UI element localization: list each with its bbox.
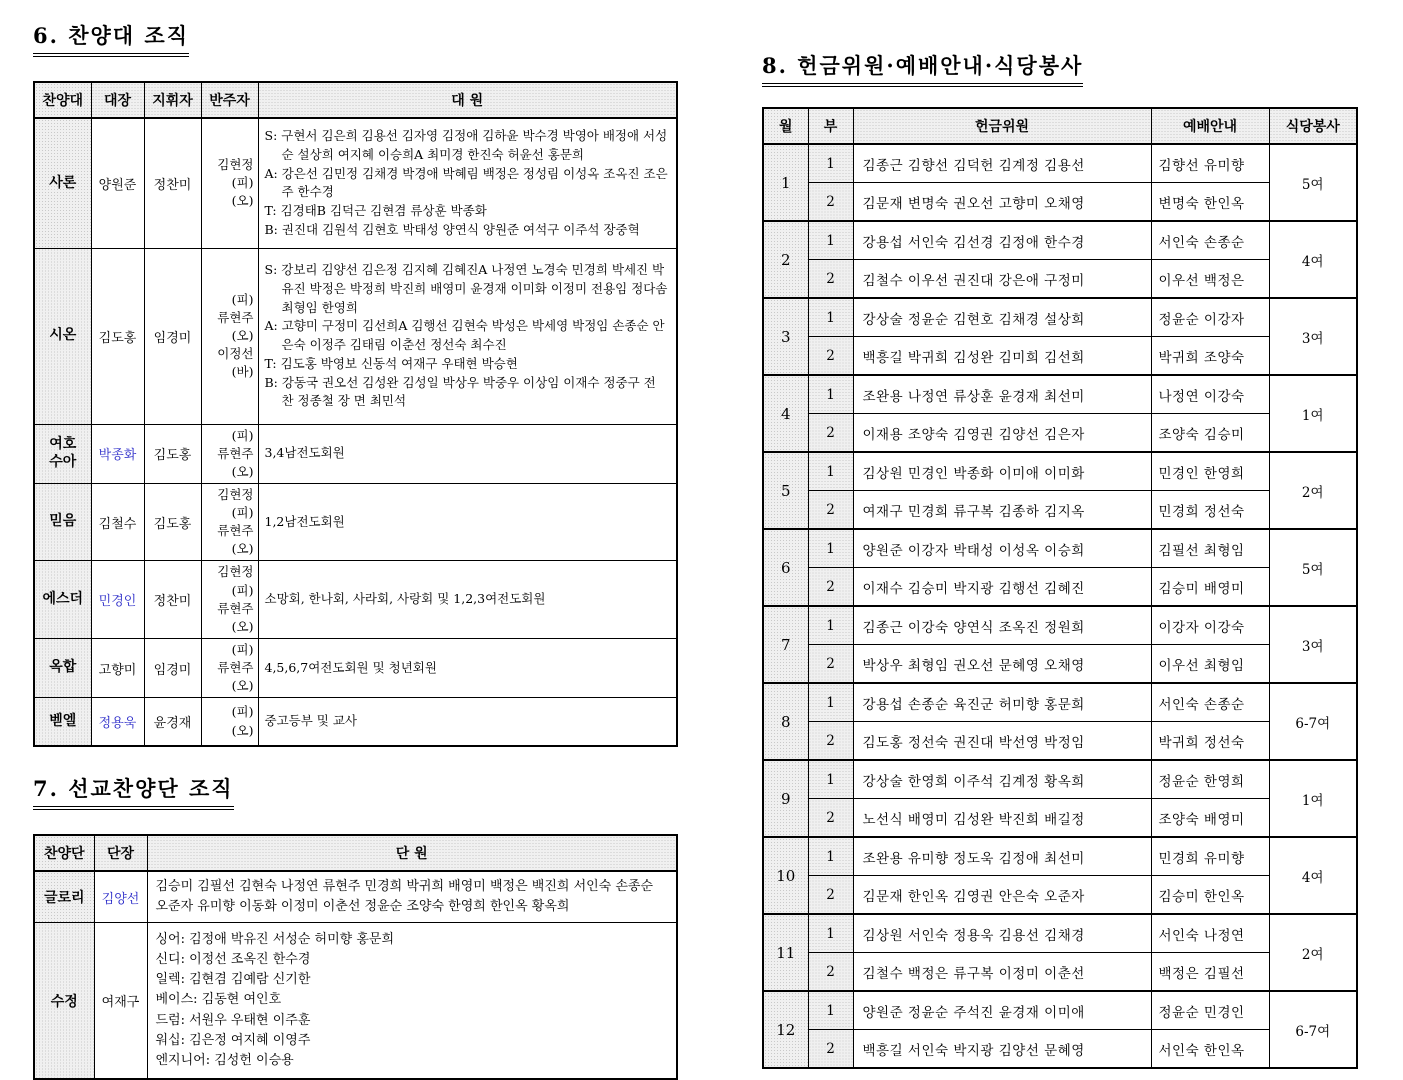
duty-row <box>763 683 1357 722</box>
committee-cell: 김종근 이강숙 양연식 조옥진 정원희 <box>853 606 1151 645</box>
mission-table-header-row <box>34 835 677 871</box>
section-title-mission: 7. 선교찬양단 조직 <box>33 773 234 810</box>
choir-name-line: 믿음 <box>49 513 77 530</box>
committee-cell: 노선식 배영미 김성완 박진희 배길정 <box>853 799 1151 838</box>
duty-header-guide: 예배안내 <box>1151 108 1269 144</box>
committee-cell: 여재구 민경희 류구복 김종하 김지옥 <box>853 491 1151 530</box>
bu-cell: 2 <box>808 183 853 222</box>
choir-name-cell <box>34 561 91 639</box>
member-line: 소망회, 한나회, 사라회, 사랑회 및 1,2,3여전도회원 <box>264 591 546 607</box>
guide-cell: 이강자 이강숙 <box>1151 606 1269 645</box>
choir-conductor-cell: 김도홍 <box>144 483 201 561</box>
dining-cell: 3여 <box>1269 298 1357 375</box>
duty-row <box>763 221 1357 260</box>
accompanist-line: 류현주(오) <box>217 309 254 343</box>
member-line: S: 강보리 김양선 김은정 김지혜 김혜진A 나정연 노경숙 민경희 박세진 박유진 박정은 박정희 박진희 배영미 윤경재 이미화 이정미 전용임 정다솜 최형임 한영희 <box>264 262 668 315</box>
choir-members-cell <box>258 483 677 561</box>
duty-row-second <box>763 1030 1357 1069</box>
bu-cell: 1 <box>808 683 853 722</box>
committee-cell: 김문재 한인옥 김영권 안은숙 오준자 <box>853 876 1151 915</box>
guide-cell: 서인숙 손종순 <box>1151 683 1269 722</box>
mission-leader-cell: 여재구 <box>94 923 147 1079</box>
bu-cell: 1 <box>808 991 853 1030</box>
bu-cell: 2 <box>808 876 853 915</box>
choir-members-cell <box>258 638 677 697</box>
committee-cell: 조완용 나정연 류상훈 윤경재 최선미 <box>853 375 1151 414</box>
accompanist-line: (피) <box>231 427 254 443</box>
choir-conductor-cell: 정찬미 <box>144 561 201 639</box>
mission-header-name: 찬양단 <box>34 835 94 871</box>
member-line: 일렉: 김현겸 김예람 신기한 <box>155 972 311 988</box>
dining-cell: 2여 <box>1269 914 1357 991</box>
duty-row <box>763 298 1357 337</box>
bu-cell: 2 <box>808 799 853 838</box>
choir-accompanist-cell <box>201 424 258 483</box>
committee-cell: 김도홍 정선숙 권진대 박선영 박정임 <box>853 722 1151 761</box>
mission-name-cell: 수정 <box>34 923 94 1079</box>
committee-cell: 양원준 이강자 박태성 이성옥 이승희 <box>853 529 1151 568</box>
mission-members-cell <box>147 923 677 1079</box>
dining-cell: 1여 <box>1269 375 1357 452</box>
bu-cell: 1 <box>808 298 853 337</box>
dining-cell: 5여 <box>1269 144 1357 221</box>
month-cell: 1 <box>763 144 808 221</box>
mission-leader-cell: 김양선 <box>94 871 147 923</box>
mission-table-body <box>34 871 677 1079</box>
choir-name-cell <box>34 424 91 483</box>
committee-cell: 강용섭 서인숙 김선경 김정애 한수경 <box>853 221 1151 260</box>
right-column <box>762 50 1358 1069</box>
choir-leader-cell: 김철수 <box>91 483 144 561</box>
choir-accompanist-cell <box>201 698 258 746</box>
choir-accompanist-cell <box>201 561 258 639</box>
choir-leader-cell: 민경인 <box>91 561 144 639</box>
duty-row-second <box>763 183 1357 222</box>
choir-leader-cell: 정용욱 <box>91 698 144 746</box>
duty-table <box>762 107 1358 1069</box>
duty-row-second <box>763 799 1357 838</box>
bu-cell: 2 <box>808 1030 853 1069</box>
member-line: 워십: 김은정 여지혜 이영주 <box>155 1032 311 1048</box>
committee-cell: 양원준 정윤순 주석진 윤경재 이미애 <box>853 991 1151 1030</box>
left-column <box>33 20 678 1080</box>
choir-members-cell <box>258 561 677 639</box>
dining-cell: 2여 <box>1269 452 1357 529</box>
choir-name-cell <box>34 698 91 746</box>
choir-accompanist-cell <box>201 118 258 248</box>
duty-row <box>763 914 1357 953</box>
month-cell: 11 <box>763 914 808 991</box>
dining-cell: 5여 <box>1269 529 1357 606</box>
choir-table-body <box>34 118 677 746</box>
committee-cell: 강상술 정윤순 김현호 김채경 설상희 <box>853 298 1151 337</box>
bu-cell: 2 <box>808 337 853 376</box>
guide-cell: 박귀희 정선숙 <box>1151 722 1269 761</box>
choir-accompanist-cell <box>201 248 258 424</box>
choir-header-name: 찬양대 <box>34 82 91 118</box>
choir-conductor-cell: 윤경재 <box>144 698 201 746</box>
bu-cell: 1 <box>808 375 853 414</box>
choir-name-line: 수아 <box>49 453 77 470</box>
guide-cell: 이우선 백정은 <box>1151 260 1269 299</box>
member-line: A: 강은선 김민정 김채경 박경애 박혜림 백정은 정성림 이성옥 조옥진 조은주 한수경 <box>264 165 668 200</box>
bu-cell: 2 <box>808 414 853 453</box>
duty-row-second <box>763 491 1357 530</box>
member-line: 4,5,6,7여전도회원 및 청년회원 <box>264 659 437 675</box>
committee-cell: 백흥길 서인숙 박지광 김양선 문혜영 <box>853 1030 1151 1069</box>
choir-accompanist-cell <box>201 483 258 561</box>
dining-cell: 6-7여 <box>1269 991 1357 1068</box>
choir-leader-cell: 고향미 <box>91 638 144 697</box>
bu-cell: 1 <box>808 837 853 876</box>
bu-cell: 1 <box>808 914 853 953</box>
guide-cell: 나정연 이강숙 <box>1151 375 1269 414</box>
dining-cell: 3여 <box>1269 606 1357 683</box>
member-line: 드럼: 서원우 우태현 이주훈 <box>155 1012 311 1028</box>
choir-row <box>34 248 677 424</box>
member-line: B: 강동국 권오선 김성완 김성일 박상우 박중우 이상임 이재수 정중구 전 찬 정종철 장 면 최민석 <box>264 374 656 409</box>
member-line: 중고등부 및 교사 <box>264 713 357 729</box>
choir-row <box>34 638 677 697</box>
dining-cell: 4여 <box>1269 221 1357 298</box>
member-line: 1,2남전도회원 <box>264 513 345 529</box>
committee-cell: 이재수 김승미 박지광 김행선 김혜진 <box>853 568 1151 607</box>
month-cell: 8 <box>763 683 808 760</box>
choir-name-line: 옥합 <box>49 659 77 676</box>
choir-members-cell <box>258 248 677 424</box>
duty-row-second <box>763 953 1357 992</box>
choir-name-cell <box>34 638 91 697</box>
duty-row-second <box>763 722 1357 761</box>
accompanist-line: 김현정(피) <box>217 564 254 598</box>
month-cell: 3 <box>763 298 808 375</box>
duty-row <box>763 837 1357 876</box>
member-line: A: 고향미 구정미 김선희A 김행선 김현숙 박성은 박세영 박정임 손종순 안은숙 이정주 김태림 이춘선 정선숙 최수진 <box>264 318 665 352</box>
mission-row <box>34 923 677 1079</box>
guide-cell: 민경인 한영희 <box>1151 452 1269 491</box>
guide-cell: 김필선 최형임 <box>1151 529 1269 568</box>
accompanist-line: 류현주(오) <box>217 445 254 479</box>
mission-row <box>34 871 677 923</box>
duty-header-month: 월 <box>763 108 808 144</box>
mission-members-cell <box>147 871 677 923</box>
guide-cell: 백정은 김필선 <box>1151 953 1269 992</box>
bu-cell: 2 <box>808 953 853 992</box>
committee-cell: 강상술 한영희 이주석 김계정 황옥희 <box>853 760 1151 799</box>
choir-name-line: 여호 <box>49 436 77 453</box>
duty-row <box>763 144 1357 183</box>
choir-header-accompanist: 반주자 <box>201 82 258 118</box>
choir-row <box>34 483 677 561</box>
choir-name-line: 에스더 <box>42 590 84 607</box>
duty-row <box>763 375 1357 414</box>
month-cell: 10 <box>763 837 808 914</box>
duty-row <box>763 452 1357 491</box>
guide-cell: 민경희 정선숙 <box>1151 491 1269 530</box>
member-line: S: 구현서 김은희 김용선 김자영 김정애 김하윤 박수경 박영아 배정애 서성순 설상희 여지혜 이승희A 최미경 한진숙 허윤선 홍문희 <box>264 128 668 162</box>
choir-header-conductor: 지휘자 <box>144 82 201 118</box>
committee-cell: 김상원 민경인 박종화 이미애 이미화 <box>853 452 1151 491</box>
mission-header-members: 단 원 <box>147 835 677 871</box>
duty-header-committee: 헌금위원 <box>853 108 1151 144</box>
accompanist-line: (피) <box>231 641 254 657</box>
member-line: B: 권진대 김원석 김현호 박태성 양연식 양원준 여석구 이주석 장중혁 <box>264 221 640 237</box>
choir-name-line: 시온 <box>49 327 77 344</box>
duty-row-second <box>763 414 1357 453</box>
accompanist-line: (피) <box>231 704 254 720</box>
accompanist-line: (피) <box>231 291 254 307</box>
committee-cell: 이재용 조양숙 김영권 김양선 김은자 <box>853 414 1151 453</box>
guide-cell: 정윤순 이강자 <box>1151 298 1269 337</box>
guide-cell: 변명숙 한인옥 <box>1151 183 1269 222</box>
committee-cell: 박상우 최형임 권오선 문혜영 오채영 <box>853 645 1151 684</box>
member-line: T: 김경태B 김덕근 김현겸 류상훈 박종화 <box>264 203 487 218</box>
accompanist-line: 이정선(바) <box>217 346 254 380</box>
guide-cell: 김향선 유미향 <box>1151 144 1269 183</box>
accompanist-line: 류현주(오) <box>217 600 254 634</box>
committee-cell: 조완용 유미향 정도욱 김정애 최선미 <box>853 837 1151 876</box>
dining-cell: 4여 <box>1269 837 1357 914</box>
choir-leader-cell: 양원준 <box>91 118 144 248</box>
accompanist-line: (오) <box>231 722 254 738</box>
choir-leader-cell: 박종화 <box>91 424 144 483</box>
member-line: 3,4남전도회원 <box>264 445 345 461</box>
choir-row <box>34 118 677 248</box>
duty-header-bu: 부 <box>808 108 853 144</box>
bu-cell: 2 <box>808 568 853 607</box>
choir-table-header-row <box>34 82 677 118</box>
month-cell: 9 <box>763 760 808 837</box>
guide-cell: 김승미 한인옥 <box>1151 876 1269 915</box>
choir-name-cell <box>34 118 91 248</box>
choir-conductor-cell: 임경미 <box>144 638 201 697</box>
committee-cell: 김철수 백정은 류구복 이정미 이춘선 <box>853 953 1151 992</box>
month-cell: 7 <box>763 606 808 683</box>
section-title-duty: 8. 헌금위원·예배안내·식당봉사 <box>762 50 1083 87</box>
guide-cell: 조양숙 김승미 <box>1151 414 1269 453</box>
bu-cell: 1 <box>808 529 853 568</box>
member-line: 베이스: 김동현 여인호 <box>155 992 282 1008</box>
committee-cell: 강용섭 손종순 육진군 허미향 홍문희 <box>853 683 1151 722</box>
choir-conductor-cell: 정찬미 <box>144 118 201 248</box>
duty-row-second <box>763 876 1357 915</box>
month-cell: 5 <box>763 452 808 529</box>
choir-header-leader: 대장 <box>91 82 144 118</box>
committee-cell: 김종근 김향선 김덕헌 김계정 김용선 <box>853 144 1151 183</box>
month-cell: 4 <box>763 375 808 452</box>
section-title-choir: 6. 찬양대 조직 <box>33 20 189 57</box>
dining-cell: 1여 <box>1269 760 1357 837</box>
guide-cell: 서인숙 손종순 <box>1151 221 1269 260</box>
choir-name-line: 벧엘 <box>49 712 77 729</box>
member-line: T: 김도홍 박영보 신동석 여재구 우태현 박승현 <box>264 355 518 371</box>
member-line: 엔지니어: 김성헌 이승용 <box>155 1052 294 1068</box>
mission-header-leader: 단장 <box>94 835 147 871</box>
choir-conductor-cell: 임경미 <box>144 248 201 424</box>
choir-members-cell <box>258 424 677 483</box>
bu-cell: 1 <box>808 221 853 260</box>
bu-cell: 1 <box>808 144 853 183</box>
duty-row-second <box>763 337 1357 376</box>
accompanist-line: 류현주(오) <box>217 660 254 694</box>
member-line: 신디: 이정선 조옥진 한수경 <box>155 952 311 968</box>
committee-cell: 김철수 이우선 권진대 강은애 구정미 <box>853 260 1151 299</box>
accompanist-line: 김현정(피) <box>217 486 254 520</box>
member-line: 김승미 김필선 김현숙 나정연 류현주 민경희 박귀희 배영미 백정은 백진희 서인숙 손종순 오준자 유미향 이동화 이정미 이춘선 정윤순 조양숙 한영희 한인옥 황옥희 <box>155 878 654 914</box>
duty-table-header-row <box>763 108 1357 144</box>
guide-cell: 민경희 유미향 <box>1151 837 1269 876</box>
mission-choir-table <box>33 834 678 1080</box>
choir-leader-cell: 김도홍 <box>91 248 144 424</box>
choir-conductor-cell: 김도홍 <box>144 424 201 483</box>
choir-members-cell <box>258 698 677 746</box>
bu-cell: 2 <box>808 645 853 684</box>
bu-cell: 2 <box>808 722 853 761</box>
guide-cell: 김승미 배영미 <box>1151 568 1269 607</box>
bu-cell: 2 <box>808 491 853 530</box>
committee-cell: 김문재 변명숙 권오선 고향미 오채영 <box>853 183 1151 222</box>
dining-cell: 6-7여 <box>1269 683 1357 760</box>
month-cell: 2 <box>763 221 808 298</box>
duty-row <box>763 991 1357 1030</box>
accompanist-line: 김현정(피) <box>217 157 254 191</box>
guide-cell: 박귀희 조양숙 <box>1151 337 1269 376</box>
choir-name-cell <box>34 483 91 561</box>
accompanist-line: (오) <box>231 193 254 209</box>
duty-row <box>763 606 1357 645</box>
accompanist-line: 류현주(오) <box>217 523 254 557</box>
duty-row <box>763 529 1357 568</box>
guide-cell: 서인숙 한인옥 <box>1151 1030 1269 1069</box>
guide-cell: 정윤순 민경인 <box>1151 991 1269 1030</box>
bu-cell: 1 <box>808 606 853 645</box>
guide-cell: 조양숙 배영미 <box>1151 799 1269 838</box>
bu-cell: 1 <box>808 452 853 491</box>
member-line: 싱어: 김정애 박유진 서성순 허미향 홍문희 <box>155 932 395 947</box>
guide-cell: 서인숙 나정연 <box>1151 914 1269 953</box>
choir-members-cell <box>258 118 677 248</box>
duty-row-second <box>763 645 1357 684</box>
duty-header-dining: 식당봉사 <box>1269 108 1357 144</box>
guide-cell: 이우선 최형임 <box>1151 645 1269 684</box>
guide-cell: 정윤순 한영희 <box>1151 760 1269 799</box>
month-cell: 12 <box>763 991 808 1068</box>
choir-name-cell <box>34 248 91 424</box>
committee-cell: 김상원 서인숙 정용욱 김용선 김채경 <box>853 914 1151 953</box>
duty-row <box>763 760 1357 799</box>
duty-table-body <box>763 144 1357 1068</box>
committee-cell: 백흥길 박귀희 김성완 김미희 김선희 <box>853 337 1151 376</box>
choir-row <box>34 561 677 639</box>
choir-header-members: 대 원 <box>258 82 677 118</box>
choir-accompanist-cell <box>201 638 258 697</box>
choir-name-line: 사론 <box>49 174 77 191</box>
duty-row-second <box>763 260 1357 299</box>
bu-cell: 2 <box>808 260 853 299</box>
mission-name-cell: 글로리 <box>34 871 94 923</box>
choir-row <box>34 424 677 483</box>
duty-row-second <box>763 568 1357 607</box>
bu-cell: 1 <box>808 760 853 799</box>
month-cell: 6 <box>763 529 808 606</box>
choir-table <box>33 81 678 747</box>
choir-row <box>34 698 677 746</box>
